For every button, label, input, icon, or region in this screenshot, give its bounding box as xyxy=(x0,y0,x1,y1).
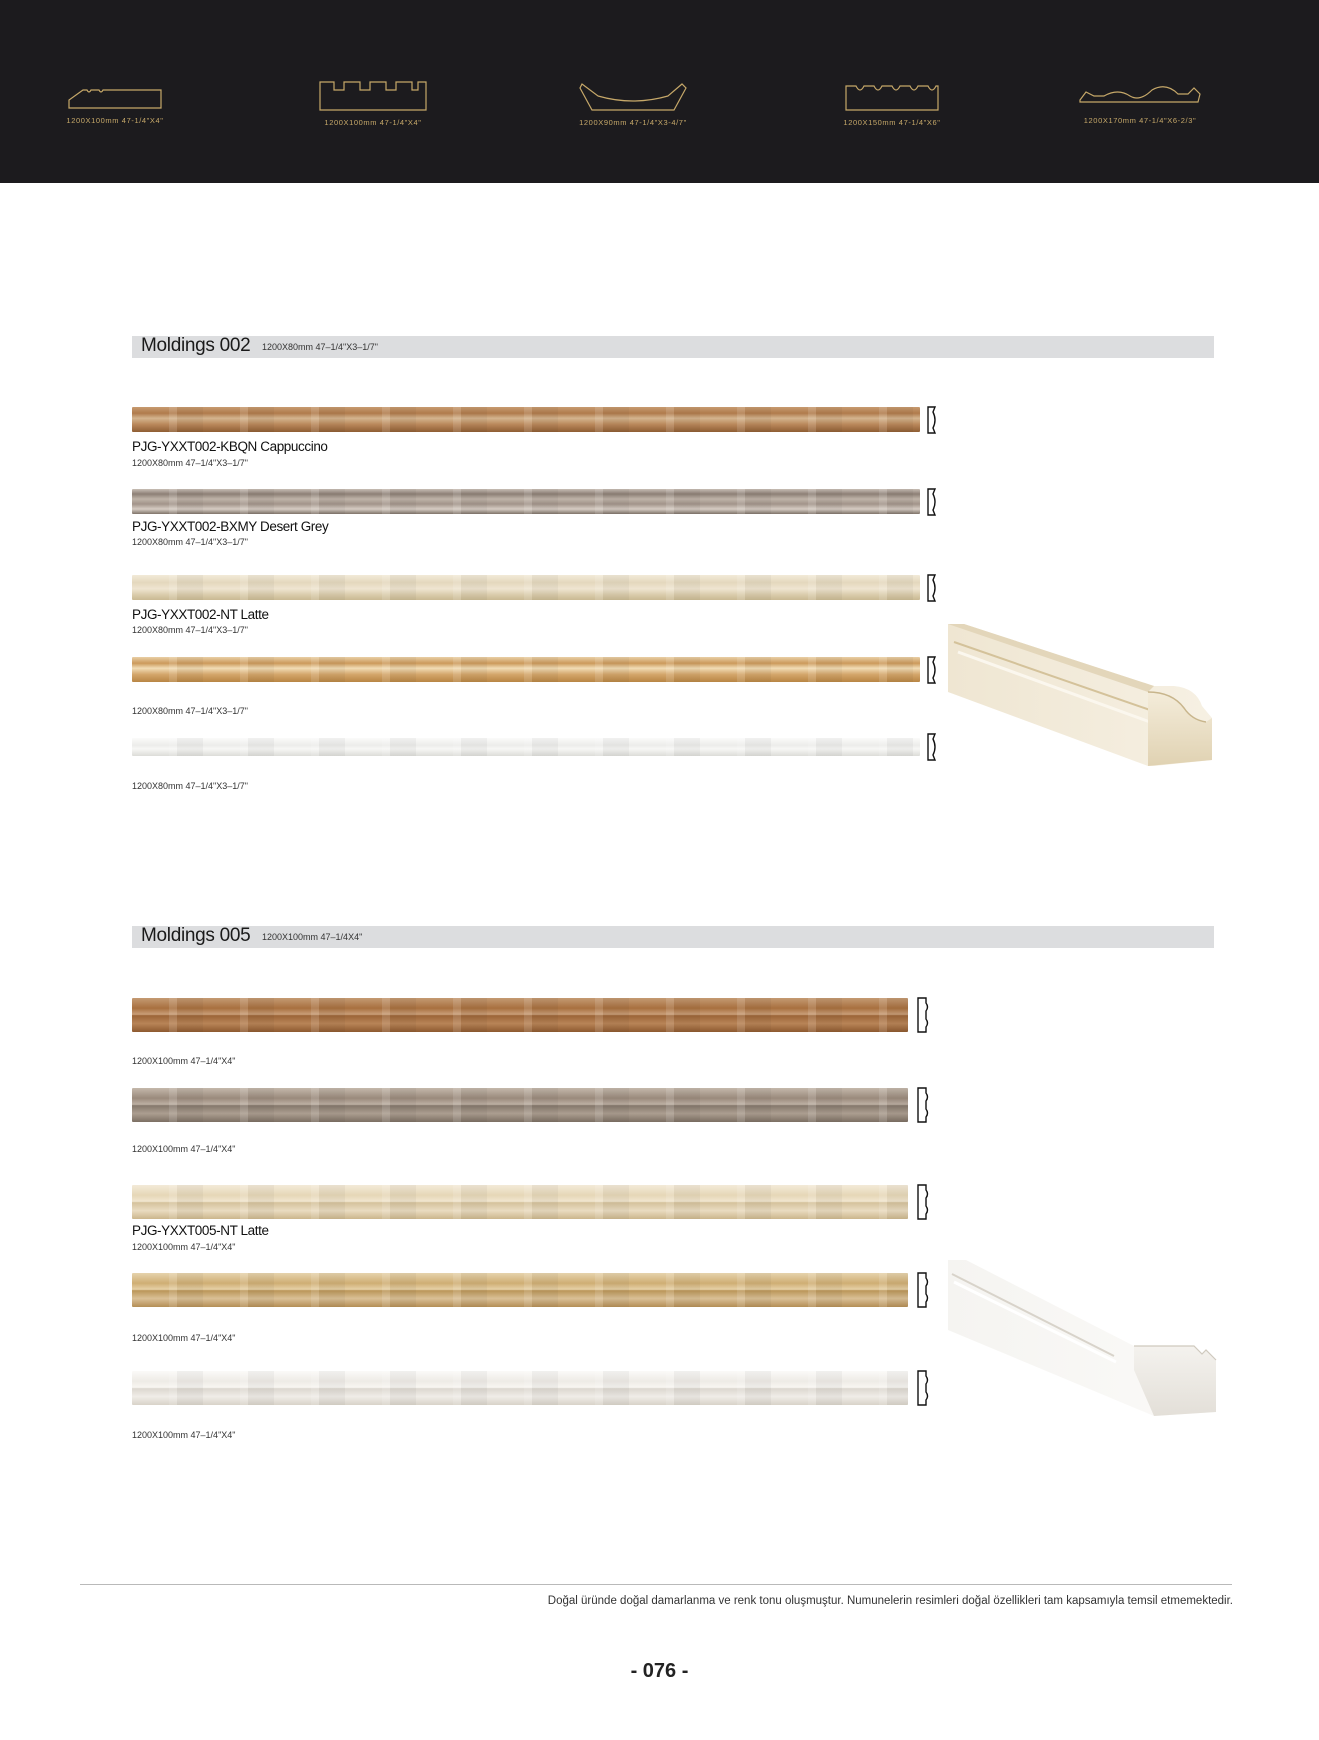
section-title: Moldings 005 xyxy=(141,925,251,946)
molding-strip-005-desert-grey xyxy=(132,1088,908,1122)
section-size: 1200X100mm 47–1/4X4" xyxy=(262,932,363,942)
molding-strip-005-latte xyxy=(132,1185,908,1219)
section-header-moldings-002 xyxy=(132,336,1214,358)
product-name: PJG-YXXT002-NT Latte xyxy=(132,607,269,622)
profile-5-caption: 1200X170mm 47-1/4"X6-2/3" xyxy=(1083,116,1197,125)
product-size: 1200X100mm 47–1/4"X4" xyxy=(132,1333,236,1343)
section-profile-icon xyxy=(926,488,938,516)
section-profile-icon xyxy=(916,1272,930,1308)
profile-2 xyxy=(273,80,473,127)
page-number: - 076 - xyxy=(630,1660,689,1682)
molding-strip-002-white xyxy=(132,738,920,756)
product-size: 1200X100mm 47–1/4"X4" xyxy=(132,1430,236,1440)
product-size: 1200X80mm 47–1/4"X3–1/7" xyxy=(132,781,248,791)
profile-5 xyxy=(1040,80,1240,125)
product-size: 1200X100mm 47–1/4"X4" xyxy=(132,1242,236,1252)
product-size: 1200X80mm 47–1/4"X3–1/7" xyxy=(132,706,248,716)
profile-3-outline-icon xyxy=(578,80,688,112)
profile-5-outline-icon xyxy=(1078,80,1202,110)
section-profile-icon xyxy=(926,656,938,684)
product-size: 1200X100mm 47–1/4"X4" xyxy=(132,1144,236,1154)
molding-strip-002-desert-grey xyxy=(132,489,920,514)
profile-1-caption: 1200X100mm 47-1/4"X4" xyxy=(66,116,164,125)
profile-2-caption: 1200X100mm 47-1/4"X4" xyxy=(324,118,422,127)
section-size: 1200X80mm 47–1/4"X3–1/7" xyxy=(262,342,378,352)
section-header-moldings-005 xyxy=(132,926,1214,948)
profile-3-caption: 1200X90mm 47-1/4"X3-4/7" xyxy=(579,118,687,127)
section-profile-icon xyxy=(916,997,930,1033)
profile-4-caption: 1200X150mm 47-1/4"X6" xyxy=(843,118,941,127)
product-size: 1200X80mm 47–1/4"X3–1/7" xyxy=(132,537,248,547)
molding-strip-002-gold xyxy=(132,657,920,682)
profile-banner xyxy=(0,0,1319,183)
profile-3 xyxy=(533,80,733,127)
section-title: Moldings 002 xyxy=(141,335,251,356)
footer-divider xyxy=(80,1584,1232,1585)
molding-strip-002-cappuccino xyxy=(132,407,920,432)
product-size: 1200X80mm 47–1/4"X3–1/7" xyxy=(132,625,248,635)
molding-strip-005-gold xyxy=(132,1273,908,1307)
product-size: 1200X100mm 47–1/4"X4" xyxy=(132,1056,236,1066)
section-profile-icon xyxy=(926,733,938,761)
profile-2-outline-icon xyxy=(318,80,428,112)
section-profile-icon xyxy=(926,406,938,434)
disclaimer-note: Doğal üründe doğal damarlanma ve renk tonu oluşmuştur. Numunelerin resimleri doğal özellikleri tam kapsamıyla temsil etmemektedir. xyxy=(547,1595,1233,1607)
molding-005-perspective-image xyxy=(944,1256,1218,1418)
molding-strip-005-white xyxy=(132,1371,908,1405)
section-profile-icon xyxy=(926,574,938,602)
profile-1-outline-icon xyxy=(67,80,163,110)
section-profile-icon xyxy=(916,1370,930,1406)
section-profile-icon xyxy=(916,1087,930,1123)
profile-4 xyxy=(792,80,992,127)
profile-1 xyxy=(15,80,215,125)
molding-002-perspective-image xyxy=(944,622,1214,768)
profile-4-outline-icon xyxy=(844,80,940,112)
product-name: PJG-YXXT005-NT Latte xyxy=(132,1223,269,1238)
molding-strip-002-latte xyxy=(132,575,920,600)
product-name: PJG-YXXT002-KBQN Cappuccino xyxy=(132,439,328,454)
product-name: PJG-YXXT002-BXMY Desert Grey xyxy=(132,519,329,534)
molding-strip-005-cappuccino xyxy=(132,998,908,1032)
product-size: 1200X80mm 47–1/4"X3–1/7" xyxy=(132,458,248,468)
section-profile-icon xyxy=(916,1184,930,1220)
